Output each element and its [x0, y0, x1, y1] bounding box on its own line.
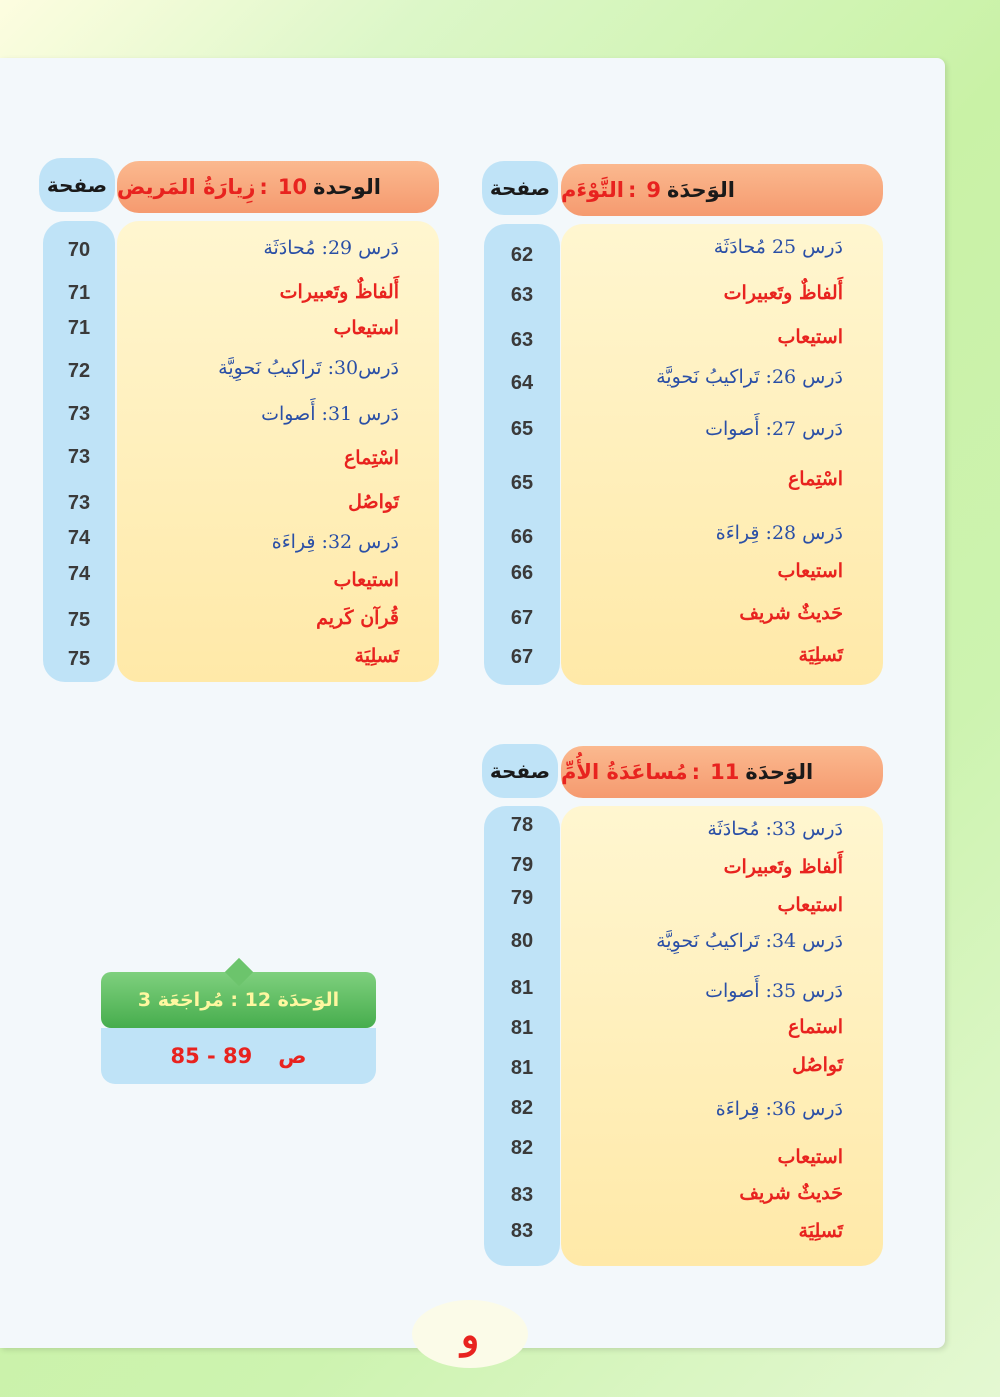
unit12-header: [101, 972, 376, 1028]
unit11-lesson-11: تَسلِيَة: [798, 1220, 843, 1242]
unit11-lesson-6: استماع: [787, 1016, 843, 1038]
unit10-header: [117, 161, 439, 213]
unit10-lesson-6: اسْتِماع: [343, 447, 399, 469]
unit9-page-4: 64: [510, 372, 534, 394]
unit11-page-6: 81: [510, 1017, 534, 1039]
unit10-page-5: 73: [67, 403, 91, 425]
unit11-page-4: 80: [510, 930, 534, 952]
unit9-page-10: 67: [510, 646, 534, 668]
unit10-page-7: 73: [67, 492, 91, 514]
unit11-page-word: صفحة: [482, 744, 558, 798]
unit11-pages-box: [484, 806, 560, 1266]
unit11-number: 11: [710, 760, 740, 784]
unit10-page-9: 74: [67, 563, 91, 585]
unit10-page-4: 72: [67, 360, 91, 382]
unit10-pages-box: [43, 221, 115, 682]
unit11-label: الوَحدَة: [745, 760, 814, 784]
unit9-page-3: 63: [510, 329, 534, 351]
unit9-number: 9: [646, 178, 661, 202]
unit10-page-word: صفحة: [39, 158, 115, 212]
unit11-lesson-1: دَرس 33: مُحادَثَة: [707, 818, 843, 840]
unit10-lesson-9: استيعاب: [333, 569, 399, 591]
unit12-pages: [101, 1028, 376, 1084]
unit11-lesson-2: أَلفاظ وتَعبيرات: [723, 856, 843, 878]
unit11-lessons-box: [561, 806, 883, 1266]
unit10-page-3: 71: [67, 317, 91, 339]
unit11-page-3: 79: [510, 887, 534, 909]
unit10-lesson-3: استيعاب: [333, 317, 399, 339]
unit10-page-6: 73: [67, 446, 91, 468]
unit11-colon: :: [691, 760, 701, 784]
unit11-page-8: 82: [510, 1097, 534, 1119]
unit10-page-8: 74: [67, 527, 91, 549]
unit12-page-prefix: ص: [278, 1044, 307, 1068]
unit12-title: الوَحدَة 12 : مُراجَعَة 3: [137, 989, 340, 1011]
unit9-page-word: صفحة: [482, 161, 558, 215]
unit9-lesson-9: حَديثٌ شريف: [739, 602, 843, 624]
unit11-lesson-7: تَواصُل: [792, 1054, 843, 1076]
unit10-page-1: 70: [67, 239, 91, 261]
unit10-lesson-8: دَرس 32: قِراءَة: [271, 531, 399, 553]
unit11-header: [561, 746, 883, 798]
unit11-lesson-9: استيعاب: [777, 1146, 843, 1168]
unit11-page-9: 82: [510, 1137, 534, 1159]
unit10-page-2: 71: [67, 282, 91, 304]
unit11-lesson-10: حَديثٌ شريف: [739, 1182, 843, 1204]
unit10-number: 10: [277, 175, 308, 199]
unit9-header: [561, 164, 883, 216]
unit9-page-9: 67: [510, 607, 534, 629]
unit11-page-2: 79: [510, 854, 534, 876]
unit11-lesson-4: دَرس 34: تَراكيبُ نَحوِيَّة: [656, 930, 843, 952]
unit10-label: الوحدة: [313, 175, 381, 199]
unit9-page-7: 66: [510, 526, 534, 548]
unit11-lesson-3: استيعاب: [777, 894, 843, 916]
unit9-lessons-box: [561, 224, 883, 685]
unit10-lesson-4: دَرس30: تَراكيبُ نَحوِيَّة: [218, 357, 399, 379]
unit9-lesson-8: استيعاب: [777, 560, 843, 582]
unit9-lesson-3: استيعاب: [777, 326, 843, 348]
unit11-page-5: 81: [510, 977, 534, 999]
unit9-title: التَّوْءَم: [561, 178, 624, 202]
unit10-page-11: 75: [67, 648, 91, 670]
unit9-pages-box: [484, 224, 560, 685]
unit10-title: زِيارَةُ المَريض: [117, 175, 256, 199]
unit9-lesson-7: دَرس 28: قِراءَة: [715, 522, 843, 544]
unit10-lesson-1: دَرس 29: مُحادَثَة: [263, 237, 399, 259]
unit10-lesson-2: أَلفاظٌ وتَعبيرات: [279, 281, 399, 303]
unit11-title: مُساعَدَةُ الأُمِّ: [561, 760, 688, 784]
unit10-lesson-11: تَسلِيَة: [354, 645, 399, 667]
unit9-page-6: 65: [510, 472, 534, 494]
unit9-lesson-1: دَرس 25 مُحادَثَة: [713, 236, 843, 258]
page-number: و: [412, 1300, 528, 1368]
unit10-lesson-10: قُرآن كَريم: [316, 607, 399, 629]
unit11-lesson-5: دَرس 35: أَصوات: [705, 980, 843, 1002]
unit9-lesson-2: أَلفاظٌ وتَعبيرات: [723, 282, 843, 304]
unit10-page-10: 75: [67, 609, 91, 631]
unit10-lesson-7: تَواصُل: [348, 491, 399, 513]
unit11-lesson-8: دَرس 36: قِراءَة: [715, 1098, 843, 1120]
unit9-page-8: 66: [510, 562, 534, 584]
unit9-lesson-5: دَرس 27: أَصوات: [705, 418, 843, 440]
unit12-review: [101, 972, 376, 1084]
unit9-lesson-10: تَسلِيَة: [798, 644, 843, 666]
unit11-page-1: 78: [510, 814, 534, 836]
unit10-lesson-5: دَرس 31: أَصوات: [261, 403, 399, 425]
unit12-page-range: 85 - 89: [170, 1044, 253, 1068]
unit9-page-5: 65: [510, 418, 534, 440]
unit9-colon: :: [627, 178, 637, 202]
unit10-colon: :: [259, 175, 268, 199]
unit9-lesson-6: اسْتِماع: [787, 468, 843, 490]
unit9-lesson-4: دَرس 26: تَراكيبُ نَحويَّة: [656, 366, 843, 388]
unit11-page-11: 83: [510, 1220, 534, 1242]
unit11-page-10: 83: [510, 1184, 534, 1206]
unit10-lessons-box: [117, 221, 439, 682]
unit9-label: الوَحدَة: [666, 178, 735, 202]
unit11-page-7: 81: [510, 1057, 534, 1079]
unit9-page-2: 63: [510, 284, 534, 306]
unit9-page-1: 62: [510, 244, 534, 266]
